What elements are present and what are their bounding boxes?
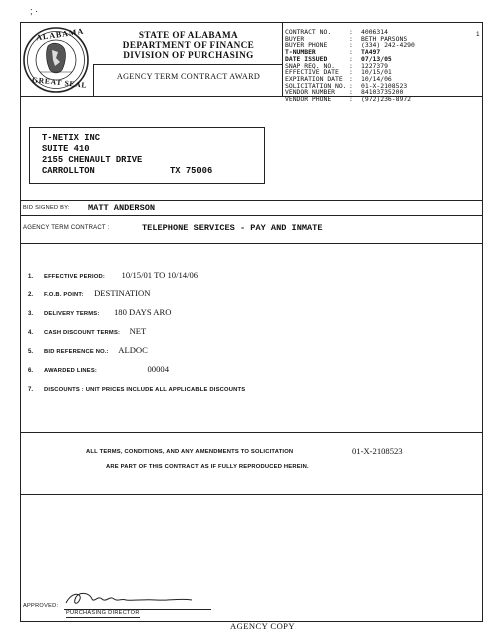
bid-signed-label: BID SIGNED BY: (23, 205, 70, 211)
meta-value: TA497 (361, 48, 381, 57)
meta-colon: : (349, 61, 353, 70)
item-awarded-lines: 6. AWARDED LINES: 00004 (28, 364, 169, 374)
item-bid-reference: 5. BID REFERENCE NO.: ALDOC (28, 345, 148, 355)
header-line-3: DIVISION OF PURCHASING (123, 50, 254, 60)
meta-value: (334) 242-4290 (361, 41, 415, 50)
vendor-address-1: SUITE 410 (42, 144, 90, 154)
meta-colon: : (349, 68, 353, 77)
award-title: AGENCY TERM CONTRACT AWARD (116, 72, 261, 81)
item-fob-point: 2. F.O.B. POINT: DESTINATION (28, 288, 151, 298)
meta-label: VENDOR PHONE (285, 95, 332, 103)
rule-bid (20, 215, 483, 216)
header-line-2: DEPARTMENT OF FINANCE (122, 40, 255, 50)
meta-label: BUYER PHONE (285, 41, 328, 50)
rule-items (20, 432, 483, 433)
rule-title-split (93, 64, 282, 65)
rule-agency (20, 243, 483, 244)
meta-label: VENDOR NUMBER (285, 88, 336, 97)
meta-label: EXPIRATION DATE (285, 74, 343, 83)
seal-bottom-text: GREAT SEAL (31, 75, 88, 90)
meta-row (285, 96, 411, 103)
bid-signed-value: MATT ANDERSON (88, 203, 156, 213)
meta-label: SNAP REQ. NO. (285, 61, 336, 70)
meta-label: EFFECTIVE DATE (285, 68, 339, 77)
corner-marks: ; · (30, 6, 38, 16)
rule-terms (20, 494, 483, 495)
meta-colon: : (349, 54, 353, 63)
approved-label: APPROVED: (23, 603, 59, 609)
terms-line-2: ARE PART OF THIS CONTRACT AS IF FULLY REPRODUCED HEREIN. (106, 464, 309, 470)
meta-label: BUYER (285, 34, 305, 43)
item-discounts: 7. DISCOUNTS : UNIT PRICES INCLUDE ALL APPLICABLE DISCOUNTS (28, 387, 246, 393)
rule-title-right (282, 22, 283, 96)
meta-label: SOLICITATION NO. (285, 81, 347, 90)
item-effective-period: 1. EFFECTIVE PERIOD: 10/15/01 TO 10/14/06 (28, 270, 199, 280)
agency-contract-label: AGENCY TERM CONTRACT : (23, 225, 110, 231)
rule-vendor (20, 200, 483, 201)
agency-copy-label: AGENCY COPY (230, 621, 295, 631)
vendor-state-zip: TX 75006 (170, 166, 213, 176)
meta-colon: : (349, 81, 353, 90)
vendor-address-2: 2155 CHENAULT DRIVE (42, 155, 143, 165)
solicitation-number: 01-X-2108523 (352, 446, 403, 456)
meta-label: DATE ISSUED (285, 54, 328, 63)
seal-top-text: ALABAMA (35, 26, 85, 43)
meta-value: 01-X-2108523 (361, 81, 408, 90)
page-number: 1 (476, 31, 480, 38)
item-cash-discount: 4. CASH DISCOUNT TERMS: NET (28, 326, 147, 336)
meta-colon: : (349, 41, 353, 50)
signature-graphic (64, 589, 194, 609)
item-delivery-terms: 3. DELIVERY TERMS: 180 DAYS ARO (28, 307, 172, 317)
rule-header (20, 96, 483, 97)
meta-colon: : (349, 28, 353, 36)
meta-value: 07/13/05 (361, 54, 392, 63)
meta-label: T-NUMBER (285, 48, 316, 57)
meta-colon: : (349, 95, 353, 103)
vendor-city: CARROLLTON (42, 166, 95, 176)
meta-value: 84103735200 (361, 88, 404, 97)
meta-value: 4006314 (361, 28, 388, 36)
meta-value: 10/15/01 (361, 68, 392, 77)
state-seal (22, 26, 90, 94)
meta-colon: : (349, 74, 353, 83)
approval-title: PURCHASING DIRECTOR (66, 610, 140, 616)
rule-title-left (93, 64, 94, 96)
meta-value: 10/14/06 (361, 74, 392, 83)
header-line-1: STATE OF ALABAMA (138, 30, 239, 40)
meta-value: 1227379 (361, 61, 388, 70)
terms-line-1: ALL TERMS, CONDITIONS, AND ANY AMENDMENTS TO SOLICITATION (86, 449, 294, 455)
meta-label: CONTRACT NO. (285, 28, 332, 36)
meta-colon: : (349, 48, 353, 57)
meta-value: BETH PARSONS (361, 34, 408, 43)
meta-colon: : (349, 34, 353, 43)
meta-value: (972)236-8972 (361, 95, 412, 103)
meta-colon: : (349, 88, 353, 97)
vendor-name: T-NETIX INC (42, 133, 101, 143)
agency-contract-value: TELEPHONE SERVICES - PAY AND INMATE (142, 223, 323, 233)
